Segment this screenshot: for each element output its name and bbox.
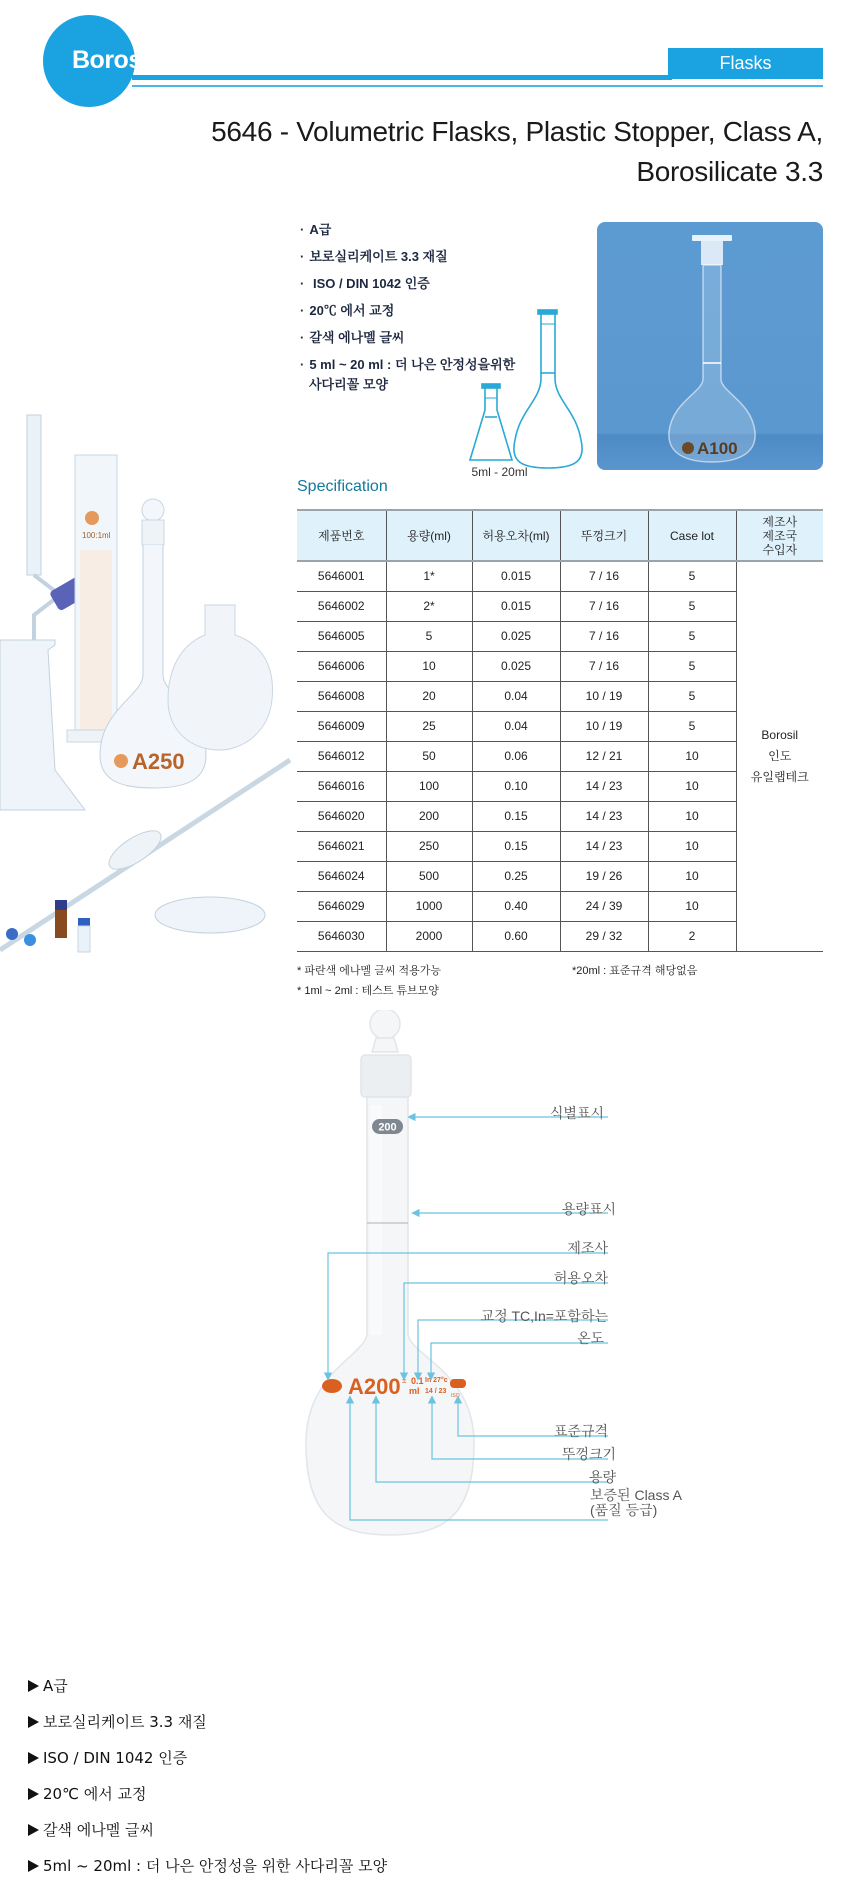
bottom-feature-item	[28, 1812, 387, 1848]
labware-lifestyle-photo	[0, 410, 292, 995]
cell-case-lot: 10	[648, 831, 736, 861]
cell-tolerance: 0.015	[472, 591, 560, 621]
triangle-bullet-icon	[28, 1680, 39, 1692]
line-art-caption: 5ml - 20ml	[471, 465, 528, 479]
cell-tolerance: 0.025	[472, 621, 560, 651]
cell-manufacturer	[736, 561, 823, 951]
id-badge-text: 200	[378, 1121, 397, 1134]
cell-capacity: 1*	[386, 561, 472, 591]
cell-capacity: 50	[386, 741, 472, 771]
cell-tolerance: 0.015	[472, 561, 560, 591]
volumetric-flask-photo-icon	[597, 222, 823, 470]
feature-item-text-cont: 사다리꼴 모양	[309, 377, 388, 392]
photo-flask-label: A100	[697, 439, 738, 458]
label-manufacturer: 제조사	[567, 1240, 608, 1256]
cell-tolerance: 0.15	[472, 831, 560, 861]
cell-tolerance: 0.10	[472, 771, 560, 801]
marking-class-capacity: A200	[348, 1374, 401, 1399]
cell-stopper: 7 / 16	[560, 651, 648, 681]
category-tab-flasks[interactable]: Flasks	[668, 48, 823, 79]
cell-capacity: 2000	[386, 921, 472, 951]
cell-capacity: 20	[386, 681, 472, 711]
cell-product-no: 5646012	[297, 741, 386, 771]
spec-table	[297, 509, 823, 952]
label-class-a	[590, 1488, 682, 1518]
bottom-feature-text: 5ml ~ 20ml : 더 나은 안정성을 위한 사다리꼴 모양	[43, 1857, 388, 1875]
col-header-manufacturer-line: 수입자	[762, 542, 798, 557]
line-art-flasks-illustration	[460, 300, 595, 485]
photo-flask-label-a250: A250	[132, 749, 185, 774]
brand-logo	[72, 46, 155, 75]
label-standard: 표준규격	[553, 1423, 608, 1439]
cell-tolerance: 0.025	[472, 651, 560, 681]
triangle-bullet-icon	[28, 1824, 39, 1836]
flask-diagram-graphic	[280, 1010, 740, 1660]
cell-stopper: 7 / 16	[560, 561, 648, 591]
cell-stopper: 10 / 19	[560, 681, 648, 711]
col-header-capacity: 용량(ml)	[386, 510, 472, 561]
cell-product-no: 5646005	[297, 621, 386, 651]
col-header-manufacturer-line: 제조사	[762, 514, 798, 529]
col-header-stopper-size: 뚜껑크기	[560, 510, 648, 561]
feature-item: · 보로실리케이트 3.3 재질	[300, 247, 540, 274]
cell-product-no: 5646030	[297, 921, 386, 951]
svg-text:±: ±	[402, 1376, 407, 1385]
triangle-bullet-icon	[28, 1752, 39, 1764]
cell-case-lot: 5	[648, 591, 736, 621]
cell-case-lot: 10	[648, 801, 736, 831]
bottom-feature-item	[28, 1704, 387, 1740]
cell-stopper: 29 / 32	[560, 921, 648, 951]
label-calibration: 교정 TC,In=포함하는	[480, 1308, 608, 1324]
triangle-bullet-icon	[28, 1860, 39, 1872]
cell-stopper: 14 / 23	[560, 771, 648, 801]
bottom-feature-text: 보로실리케이트 3.3 재질	[43, 1713, 207, 1731]
cell-stopper: 10 / 19	[560, 711, 648, 741]
label-temperature: 온도	[576, 1330, 604, 1346]
feature-item: · ISO / DIN 1042 인증	[300, 274, 540, 301]
feature-item: · A급	[300, 220, 540, 247]
cell-product-no: 5646009	[297, 711, 386, 741]
bottom-feature-item	[28, 1668, 387, 1704]
feature-item: · 20℃ 에서 교정	[300, 301, 540, 328]
cylinder-label: 100:1ml	[82, 531, 111, 540]
cell-case-lot: 5	[648, 711, 736, 741]
brand-logo-main: Boro	[72, 46, 129, 74]
cell-capacity: 250	[386, 831, 472, 861]
cell-case-lot: 5	[648, 561, 736, 591]
bottom-feature-text: A급	[43, 1677, 68, 1695]
triangle-bullet-icon	[28, 1788, 39, 1800]
cell-case-lot: 5	[648, 651, 736, 681]
cell-product-no: 5646006	[297, 651, 386, 681]
cell-stopper: 14 / 23	[560, 801, 648, 831]
col-header-manufacturer-line: 제조국	[762, 528, 798, 543]
table-row	[297, 561, 823, 591]
cell-tolerance: 0.25	[472, 861, 560, 891]
cell-stopper: 19 / 26	[560, 861, 648, 891]
cell-tolerance: 0.15	[472, 801, 560, 831]
cell-stopper: 14 / 23	[560, 831, 648, 861]
cell-tolerance: 0.60	[472, 921, 560, 951]
col-header-product-no: 제품번호	[297, 510, 386, 561]
footnote-20ml-standard: *20ml : 표준규격 해당없음	[572, 965, 698, 977]
bottom-feature-item	[28, 1776, 387, 1812]
importer-name: 유일랩테크	[750, 769, 809, 784]
cell-product-no: 5646024	[297, 861, 386, 891]
cell-product-no: 5646021	[297, 831, 386, 861]
bottom-feature-item	[28, 1740, 387, 1776]
cell-case-lot: 5	[648, 621, 736, 651]
col-header-tolerance: 허용오차(ml)	[472, 510, 560, 561]
cell-capacity: 10	[386, 651, 472, 681]
spec-title: Specification	[297, 478, 388, 495]
product-photo	[597, 222, 823, 470]
bottom-feature-item	[28, 1848, 387, 1884]
footnote-blue-enamel: * 파란색 에나멜 글씨 적용가능	[297, 965, 442, 977]
cell-stopper: 7 / 16	[560, 621, 648, 651]
cell-capacity: 200	[386, 801, 472, 831]
cell-stopper: 12 / 21	[560, 741, 648, 771]
svg-text:14 / 23: 14 / 23	[425, 1388, 447, 1395]
bottom-feature-list	[28, 1668, 387, 1884]
flask-marking-diagram	[280, 1010, 740, 1660]
bottom-feature-text: ISO / DIN 1042 인증	[43, 1749, 188, 1767]
cell-capacity: 25	[386, 711, 472, 741]
feature-item: · 갈색 에나멜 글씨	[300, 328, 540, 355]
cell-product-no: 5646001	[297, 561, 386, 591]
cell-tolerance: 0.04	[472, 681, 560, 711]
label-class-a-line2: (품질 등급)	[590, 1502, 658, 1518]
label-tolerance: 허용오차	[553, 1270, 608, 1286]
bottom-feature-text: 20℃ 에서 교정	[43, 1785, 147, 1803]
cell-product-no: 5646029	[297, 891, 386, 921]
label-capacity: 용량	[588, 1469, 616, 1485]
manufacturer-name: Borosil	[761, 727, 799, 742]
cell-case-lot: 10	[648, 741, 736, 771]
header-rule-thick	[132, 75, 672, 80]
feature-item-text: 5 ml ~ 20 ml : 더 나은 안정성을위한	[309, 357, 516, 372]
svg-text:ISO: ISO	[451, 1393, 460, 1399]
cell-capacity: 5	[386, 621, 472, 651]
cell-tolerance: 0.06	[472, 741, 560, 771]
cell-product-no: 5646002	[297, 591, 386, 621]
cell-stopper: 24 / 39	[560, 891, 648, 921]
svg-text:ml: ml	[409, 1386, 420, 1396]
cell-tolerance: 0.04	[472, 711, 560, 741]
page-title	[211, 112, 823, 192]
svg-text:0.1: 0.1	[411, 1376, 424, 1386]
cell-capacity: 1000	[386, 891, 472, 921]
page-title-line1: 5646 - Volumetric Flasks, Plastic Stopper, Class A,	[211, 116, 823, 147]
cell-case-lot: 10	[648, 861, 736, 891]
cell-capacity: 500	[386, 861, 472, 891]
cell-case-lot: 5	[648, 681, 736, 711]
cell-stopper: 7 / 16	[560, 591, 648, 621]
label-capacity-mark: 용량표시	[561, 1201, 616, 1217]
svg-text:In 27°c: In 27°c	[425, 1377, 448, 1384]
brand-logo-tail: sil	[128, 46, 155, 74]
cell-case-lot: 10	[648, 891, 736, 921]
cell-tolerance: 0.40	[472, 891, 560, 921]
cell-capacity: 2*	[386, 591, 472, 621]
label-stopper-size: 뚜껑크기	[561, 1446, 616, 1462]
bottom-feature-text: 갈색 에나멜 글씨	[43, 1821, 154, 1839]
cell-product-no: 5646020	[297, 801, 386, 831]
page-title-line2: Borosilicate 3.3	[636, 156, 823, 187]
cell-case-lot: 2	[648, 921, 736, 951]
footnote-test-tube: * 1ml ~ 2ml : 테스트 튜브모양	[297, 985, 439, 997]
cell-product-no: 5646016	[297, 771, 386, 801]
table-header-row	[297, 510, 823, 561]
label-class-a-line1: 보증된 Class A	[590, 1487, 682, 1503]
cell-capacity: 100	[386, 771, 472, 801]
cell-case-lot: 10	[648, 771, 736, 801]
cell-product-no: 5646008	[297, 681, 386, 711]
triangle-bullet-icon	[28, 1716, 39, 1728]
label-identification: 식별표시	[549, 1105, 604, 1121]
manufacturer-country: 인도	[768, 748, 792, 763]
header-rule-thin	[132, 85, 823, 87]
col-header-manufacturer	[736, 510, 823, 561]
col-header-case-lot: Case lot	[648, 510, 736, 561]
